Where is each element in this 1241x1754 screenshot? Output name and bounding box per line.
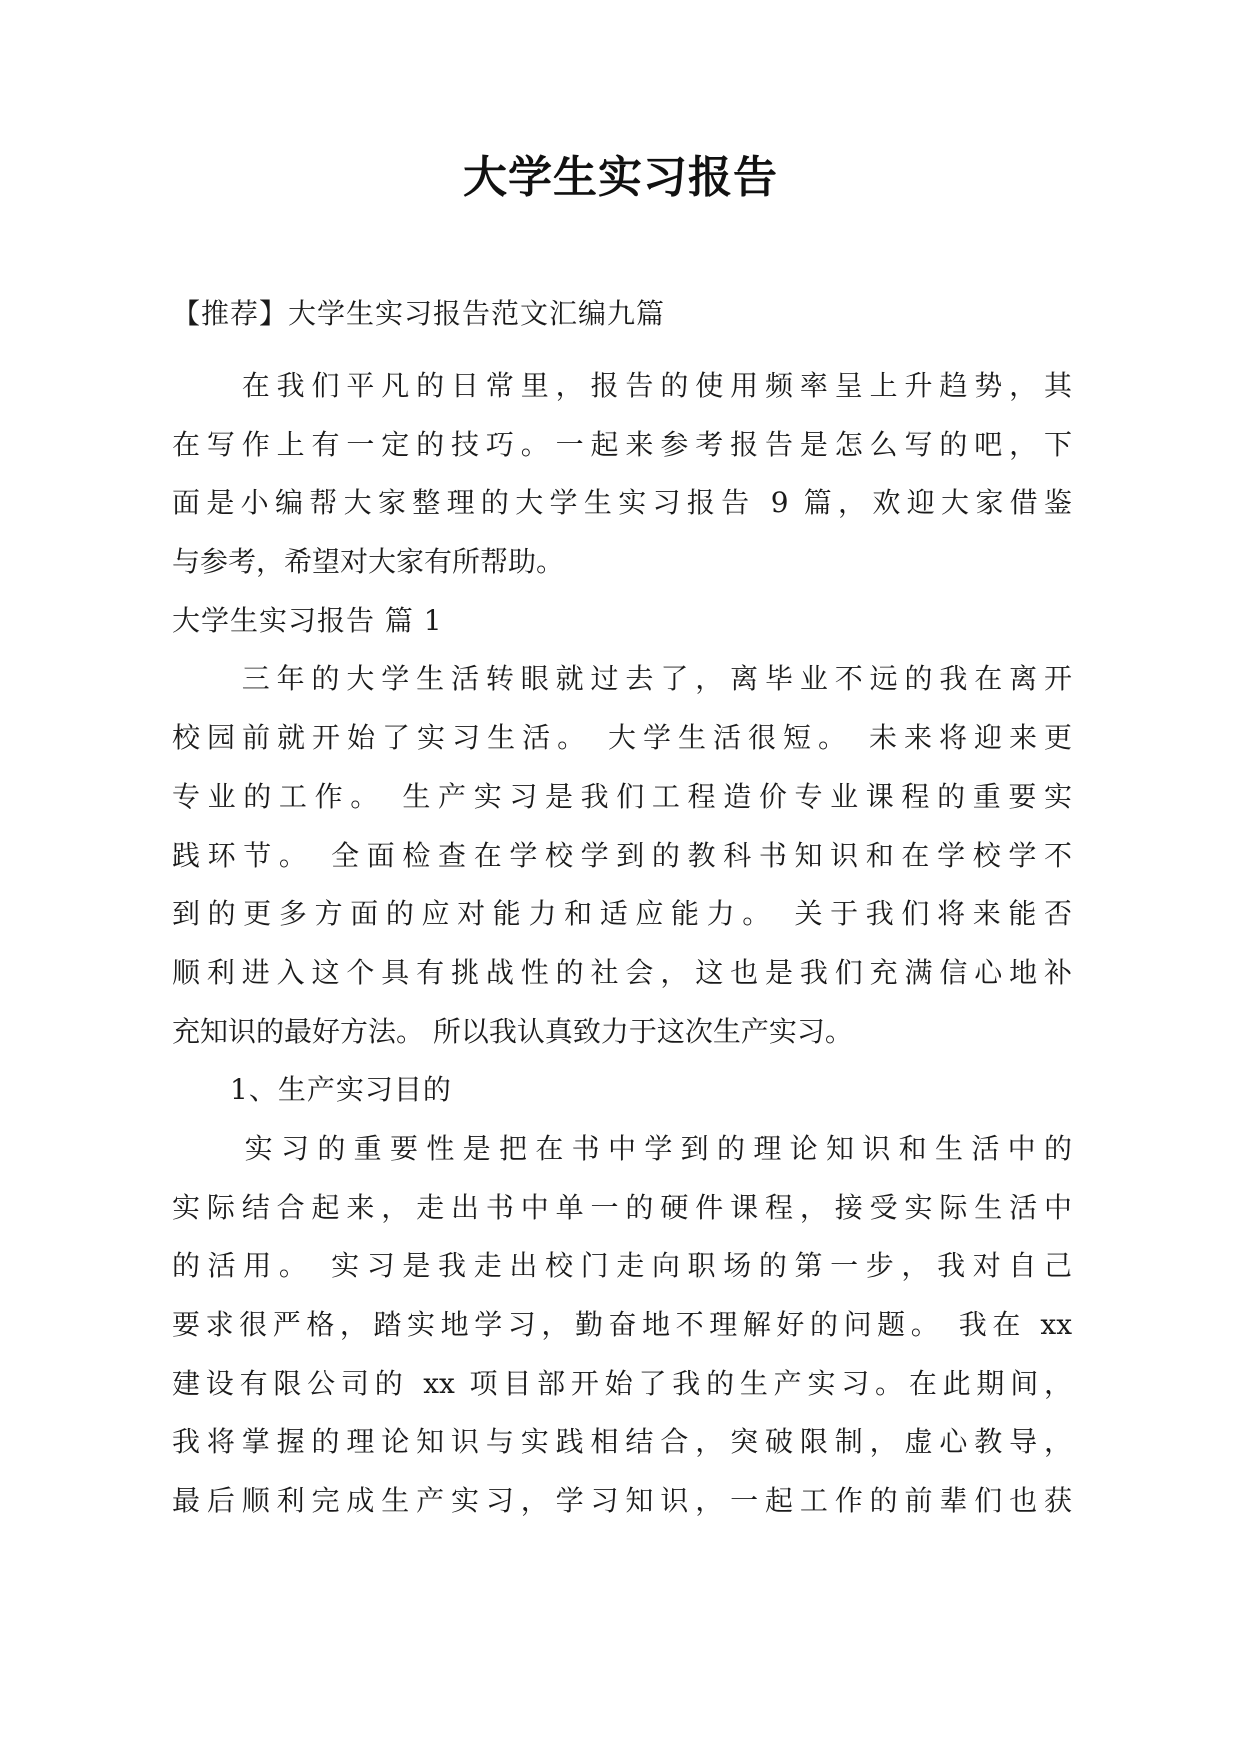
- text-line: 我将掌握的理论知识与实践相结合，突破限制，虚心教导，: [172, 1425, 1072, 1459]
- text-line: 专业的工作。 生产实习是我们工程造价专业课程的重要实: [172, 779, 1072, 813]
- text-line: 建设有限公司的 xx 项目部开始了我的生产实习。在此期间，: [172, 1366, 1072, 1400]
- text-line: 实习的重要性是把在书中学到的理论知识和生活中的: [172, 1131, 1072, 1165]
- subsection-heading: 1、生产实习目的: [172, 1073, 452, 1107]
- text-line: 与参考，希望对大家有所帮助。: [172, 545, 565, 579]
- text-line: 最后顺利完成生产实习，学习知识，一起工作的前辈们也获: [172, 1484, 1072, 1518]
- section-heading: 大学生实习报告 篇 1: [172, 603, 443, 637]
- text-line: 在我们平凡的日常里，报告的使用频率呈上升趋势，其: [172, 369, 1072, 402]
- text-line: 实际结合起来，走出书中单一的硬件课程，接受实际生活中: [172, 1190, 1072, 1224]
- document-subtitle: 【推荐】大学生实习报告范文汇编九篇: [172, 297, 666, 330]
- document-body: [172, 357, 1072, 1531]
- text-line: 顺利进入这个具有挑战性的社会，这也是我们充满信心地补: [172, 955, 1072, 989]
- text-line: 要求很严格，踏实地学习，勤奋地不理解好的问题。 我在 xx: [172, 1308, 1072, 1341]
- text-line: 到的更多方面的应对能力和适应能力。 关于我们将来能否: [172, 897, 1072, 931]
- text-line: 在写作上有一定的技巧。一起来参考报告是怎么写的吧，下: [172, 427, 1072, 461]
- text-line: 充知识的最好方法。 所以我认真致力于这次生产实习。: [172, 1014, 853, 1048]
- text-line: 面是小编帮大家整理的大学生实习报告 9 篇，欢迎大家借鉴: [172, 486, 1072, 520]
- document-title: 大学生实习报告: [463, 152, 778, 203]
- text-line: 三年的大学生活转眼就过去了，离毕业不远的我在离开: [172, 662, 1072, 696]
- text-line: 践环节。 全面检查在学校学到的教科书知识和在学校学不: [172, 838, 1072, 872]
- text-line: 校园前就开始了实习生活。 大学生活很短。 未来将迎来更: [172, 721, 1072, 755]
- text-line: 的活用。 实习是我走出校门走向职场的第一步，我对自己: [172, 1249, 1072, 1283]
